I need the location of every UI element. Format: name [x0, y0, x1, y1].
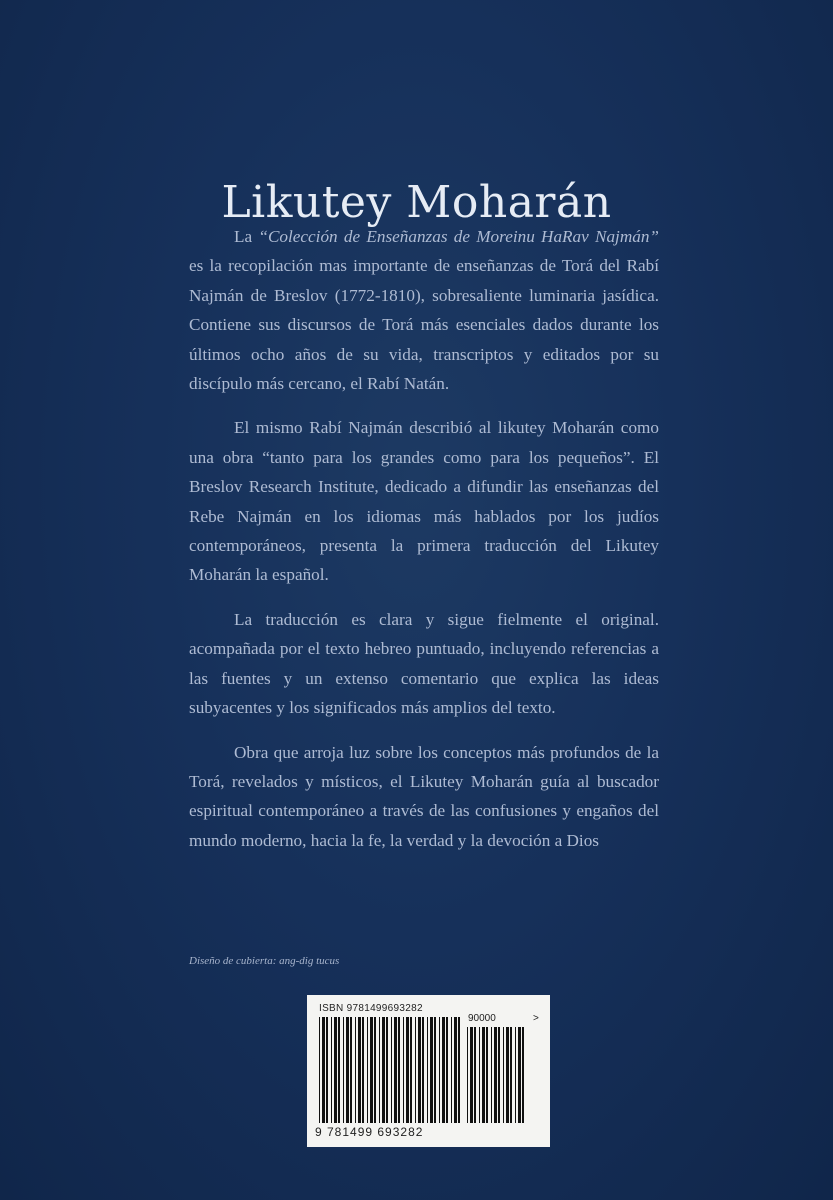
barcode-bar	[518, 1027, 521, 1123]
barcode-bar	[403, 1017, 404, 1123]
barcode-bar	[430, 1017, 433, 1123]
barcode-bar	[486, 1027, 488, 1123]
collection-title: “Colección de Enseñanzas de Moreinu HaRav Najmán”	[258, 227, 659, 246]
barcode-bar	[439, 1017, 440, 1123]
barcode-bar	[386, 1017, 388, 1123]
barcode-bar	[510, 1027, 512, 1123]
barcode-bar	[406, 1017, 409, 1123]
barcode-bar	[326, 1017, 328, 1123]
barcode-bar	[427, 1017, 428, 1123]
barcode-bar	[446, 1017, 448, 1123]
barcode-bar	[422, 1017, 424, 1123]
barcode-bar	[498, 1027, 500, 1123]
barcode-bar	[482, 1027, 485, 1123]
barcode-bar	[458, 1017, 460, 1123]
barcode-bar	[494, 1027, 497, 1123]
barcode-bar	[331, 1017, 332, 1123]
barcode-bar	[434, 1017, 436, 1123]
barcode-bar	[346, 1017, 349, 1123]
barcode-bar	[506, 1027, 509, 1123]
barcode-bar	[515, 1027, 516, 1123]
barcode-bar	[374, 1017, 376, 1123]
barcode-bar	[410, 1017, 412, 1123]
barcode-bar	[334, 1017, 337, 1123]
barcode-bar	[350, 1017, 352, 1123]
blurb	[189, 222, 659, 870]
barcode-bar	[503, 1027, 504, 1123]
barcode-bar	[415, 1017, 416, 1123]
isbn-digits: 9 781499 693282	[315, 1125, 424, 1139]
barcode-bar	[319, 1017, 320, 1123]
barcode-bar	[474, 1027, 476, 1123]
barcode-bars	[319, 1017, 461, 1123]
barcode-bar	[451, 1017, 452, 1123]
barcode-bar	[418, 1017, 421, 1123]
barcode-bar	[470, 1027, 473, 1123]
barcode-bar	[379, 1017, 380, 1123]
barcode-bar	[454, 1017, 457, 1123]
barcode-bar	[382, 1017, 385, 1123]
cover-design-credit: Diseño de cubierta: ang-dig tucus	[189, 955, 340, 967]
blurb-paragraph-4: Obra que arroja luz sobre los conceptos más profundos de la Torá, revelados y místicos, el Likutey Moharán guía al buscador espiritual contemporáneo a través de las confusiones y engaños del mundo moderno, hacia la fe, la verdad y la devoción a Dios	[189, 742, 659, 850]
barcode-bar	[358, 1017, 361, 1123]
barcode-bar	[322, 1017, 325, 1123]
barcode-bar	[398, 1017, 400, 1123]
barcode-bar	[442, 1017, 445, 1123]
barcode-bar	[367, 1017, 368, 1123]
barcode-bar	[355, 1017, 356, 1123]
barcode-bar	[338, 1017, 340, 1123]
barcode-bar	[479, 1027, 480, 1123]
addon-barcode-bars	[467, 1027, 527, 1123]
isbn-label: ISBN 9781499693282	[319, 1003, 423, 1014]
blurb-paragraph-3: La traducción es clara y sigue fielmente el original. acompañada por el texto hebreo puntuado, incluyendo referencias a las fuentes y un extenso comentario que explica las ideas subyacentes y los significados más amplios del texto.	[189, 609, 659, 718]
blurb-paragraph-1: La “Colección de Enseñanzas de Moreinu HaRav Najmán” es la recopilación mas importante de enseñanzas de Torá del Rabí Najmán de Breslov (1772-1810), sobresaliente luminaria jasídica. Contiene sus discursos de Torá más esenciales dados durante los últimos ocho años de su vida, transcriptos y editados por su discípulo más cercano, el Rabí Natán.	[189, 227, 659, 394]
blurb-paragraph-2: El mismo Rabí Najmán describió al likutey Moharán como una obra “tanto para los grandes como para los pequeños”. El Breslov Research Institute, dedicado a difundir las enseñanzas del Rebe Najmán en los idiomas más hablados por los judíos contemporáneos, presenta la primera traducción del Likutey Moharán la español.	[189, 418, 659, 585]
barcode-bar	[394, 1017, 397, 1123]
price-addon-number: 90000	[468, 1013, 496, 1024]
barcode-bar	[370, 1017, 373, 1123]
addon-arrow: >	[533, 1013, 539, 1024]
barcode-bar	[522, 1027, 524, 1123]
isbn-barcode	[307, 995, 550, 1147]
barcode-bar	[362, 1017, 364, 1123]
barcode-bar	[491, 1027, 492, 1123]
barcode-bar	[391, 1017, 392, 1123]
book-title: Likutey Moharán	[221, 177, 612, 229]
barcode-bar	[343, 1017, 344, 1123]
barcode-bar	[467, 1027, 468, 1123]
